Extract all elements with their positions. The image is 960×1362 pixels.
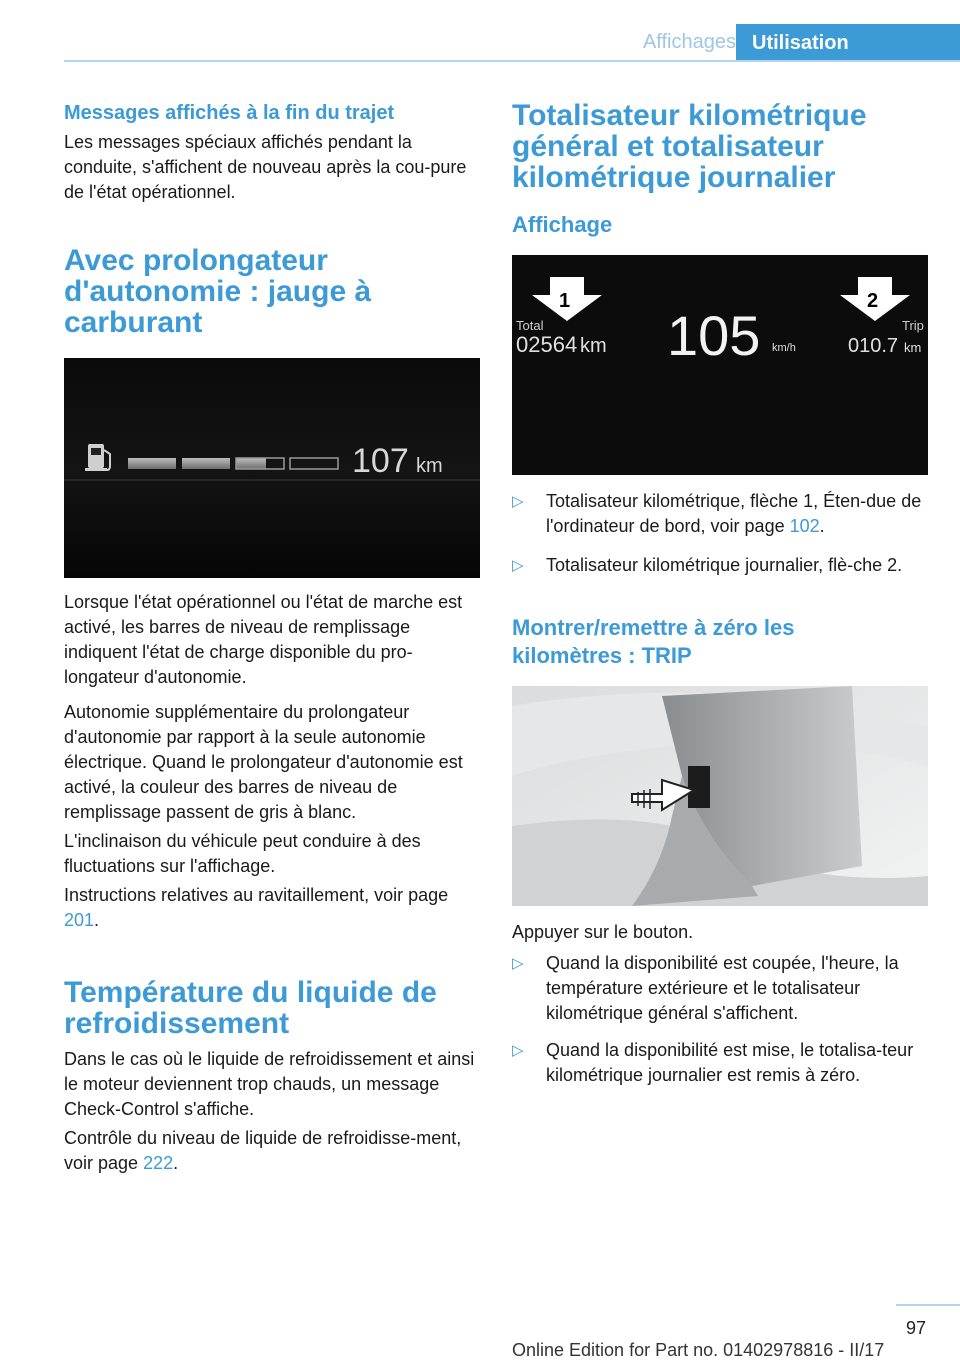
list-item — [512, 489, 928, 539]
period: . — [819, 516, 825, 536]
fuel-gauge-display — [64, 358, 480, 578]
paragraph-vehicle-incline: L'inclinaison du véhicule peut conduire à des fluctuations sur l'affichage. — [64, 831, 421, 876]
paragraph-refuel-reference — [64, 883, 480, 933]
left-column — [64, 100, 480, 1176]
footer-rule — [896, 1304, 960, 1306]
refuel-reference-text: Instructions relatives au ravitaillement, voir page — [64, 885, 449, 905]
total-label: Total — [516, 318, 544, 333]
fuel-level-bar-2 — [182, 458, 230, 469]
paragraph-coolant-reference — [64, 1126, 480, 1176]
bullet-text: Quand la disponibilité est coupée, l'heure, la température extérieure et le totalisateur kilométrique général s'affichent. — [546, 953, 899, 1023]
list-item — [512, 951, 928, 1026]
bullet-marker-icon: ▷ — [512, 493, 524, 510]
page-link-201[interactable]: 201 — [64, 910, 95, 930]
list-item — [512, 553, 928, 578]
period: . — [94, 910, 100, 930]
trip-reset-button — [688, 766, 710, 808]
trip-bullet-list — [512, 951, 928, 1088]
svg-text:1: 1 — [559, 290, 571, 312]
odometer-bullet-list — [512, 489, 928, 578]
svg-text:2: 2 — [867, 290, 879, 312]
paragraph-coolant-hot: Dans le cas où le liquide de refroidissement et ainsi le moteur deviennent trop chauds, un message Check-Control s'affiche. — [64, 1049, 475, 1119]
bullet-marker-icon: ▷ — [512, 955, 524, 972]
coolant-reference-text: Contrôle du niveau de liquide de refroidisse-ment, voir page — [64, 1128, 462, 1173]
header-section-title: Affichages — [642, 31, 736, 53]
bullet-text: Totalisateur kilométrique, flèche 1, Éten-due de l'ordinateur de bord, voir page — [546, 491, 922, 536]
total-unit: km — [580, 335, 607, 357]
instrument-cluster-illustration — [512, 686, 928, 906]
odometer-figure — [512, 255, 928, 475]
page-link-102[interactable]: 102 — [789, 516, 820, 536]
range-unit: km — [416, 455, 443, 477]
bullet-text: Quand la disponibilité est mise, le totalisa-teur kilométrique journalier est remis à zéro. — [546, 1040, 914, 1085]
bullet-marker-icon: ▷ — [512, 1042, 524, 1059]
trip-unit: km — [904, 340, 922, 355]
fuel-gauge-figure — [64, 358, 480, 578]
odometer-display — [512, 255, 928, 475]
trip-label: Trip — [902, 318, 924, 333]
right-column — [512, 100, 928, 1088]
period: . — [173, 1153, 179, 1173]
bullet-marker-icon: ▷ — [512, 557, 524, 574]
paragraph-extra-range: Autonomie supplémentaire du prolongateur d'autonomie par rapport à la seule autonomie électrique. Quand le prolongateur d'autonomie est activé, la couleur des barres de niveau de remplissage passent de gris à blanc. — [64, 702, 463, 822]
list-item — [512, 1038, 928, 1088]
paragraph-end-of-trip: Les messages spéciaux affichés pendant la conduite, s'affichent de nouveau après la cou-pure de l'état opérationnel. — [64, 132, 467, 202]
page-link-222[interactable]: 222 — [143, 1153, 174, 1173]
header-rule — [64, 60, 960, 62]
trip-value: 010.7 — [848, 335, 899, 357]
page-number: 97 — [905, 1318, 926, 1338]
heading-range-extender-fuel-gauge: Avec prolongateur d'autonomie : jauge à carburant — [64, 244, 372, 339]
heading-end-of-trip-messages: Messages affichés à la fin du trajet — [64, 102, 395, 124]
paragraph-press-button: Appuyer sur le bouton. — [512, 922, 694, 942]
heading-show-reset-trip: Montrer/remettre à zéro les kilomètres : TRIP — [512, 615, 795, 668]
heading-odometer-trip: Totalisateur kilométrique général et totalisateur kilométrique journalier — [512, 99, 867, 194]
heading-display: Affichage — [512, 212, 613, 237]
header-chapter-tab: Utilisation — [736, 24, 960, 62]
bullet-text: Totalisateur kilométrique journalier, flè-che 2. — [546, 555, 903, 575]
speed-value: 105 — [667, 304, 761, 367]
paragraph-fill-level-bars: Lorsque l'état opérationnel ou l'état de marche est activé, les barres de niveau de remplissage indiquent l'état de charge disponible du pro-longateur d'autonomie. — [64, 592, 463, 687]
fuel-level-bar-1 — [128, 458, 176, 469]
fuel-level-bar-3 — [236, 458, 266, 469]
edition-footer: Online Edition for Part no. 01402978816 - II/17 — [512, 1340, 885, 1360]
range-value: 107 — [352, 442, 409, 480]
trip-reset-button-figure — [512, 686, 928, 906]
total-value: 02564 — [516, 332, 578, 357]
speed-unit: km/h — [772, 342, 796, 354]
heading-coolant-temperature: Température du liquide de refroidissement — [64, 976, 437, 1040]
